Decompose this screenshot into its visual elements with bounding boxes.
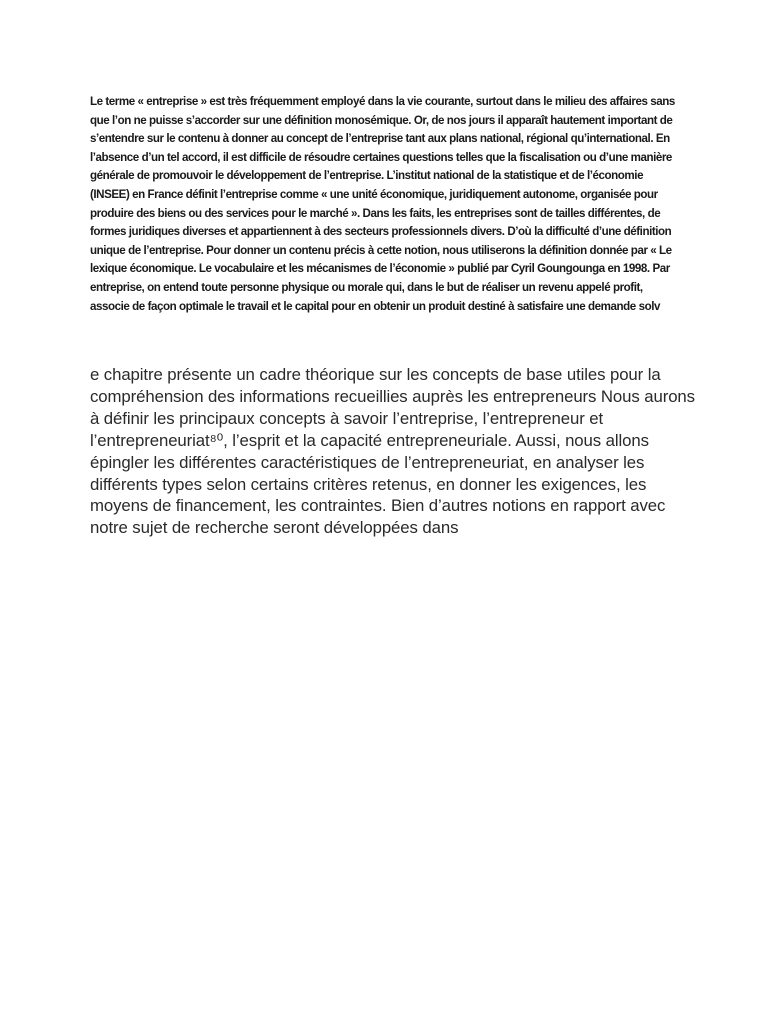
paragraph-entreprise-definition: Le terme « entreprise » est très fréquemment employé dans la vie courante, surtout dans le milieu des affaires sans que l’on ne puisse s’accorder sur une définition monosémique. Or, de nos jours il apparaît hautement important de s’entendre sur le contenu à donner au concept de l’entreprise tant aux plans national, régional qu’international. En l’absence d’un tel accord, il est difficile de résoudre certaines questions telles que la fiscalisation ou d’une manière générale de promouvoir le développement de l’entreprise. L’institut national de la statistique et de l’économie (INSEE) en France définit l’entreprise comme « une unité économique, juridiquement autonome, organisée pour produire des biens ou des services pour le marché ». Dans les faits, les entreprises sont de tailles différentes, de formes juridiques diverses et appartiennent à des secteurs professionnels divers. D’où la difficulté d’une définition unique de l’entreprise. Pour donner un contenu précis à cette notion, nous utiliserons la définition donnée par « Le lexique économique. Le vocabulaire et les mécanismes de l’économie » publié par Cyril Goungounga en 1998. Par entreprise, on entend toute personne physique ou morale qui, dans le but de réaliser un revenu appelé profit, associe de façon optimale le travail et le capital pour en obtenir un produit destiné à satisfaire une demande solv xyxy=(90,95,675,313)
paragraph-chapter-introduction: e chapitre présente un cadre théorique sur les concepts de base utiles pour la compréhension des informations recueillies auprès les entrepreneurs Nous aurons à définir les principaux concepts à savoir l’entreprise, l’entrepreneur et l’entrepreneuriat⁸⁰, l’esprit et la capacité entrepreneuriale. Aussi, nous allons épingler les différentes caractéristiques de l’entrepreneuriat, en analyser les différents types selon certains critères retenus, en donner les exigences, les moyens de financement, les contraintes. Bien d’autres notions en rapport avec notre sujet de recherche seront développées dans xyxy=(90,365,695,538)
